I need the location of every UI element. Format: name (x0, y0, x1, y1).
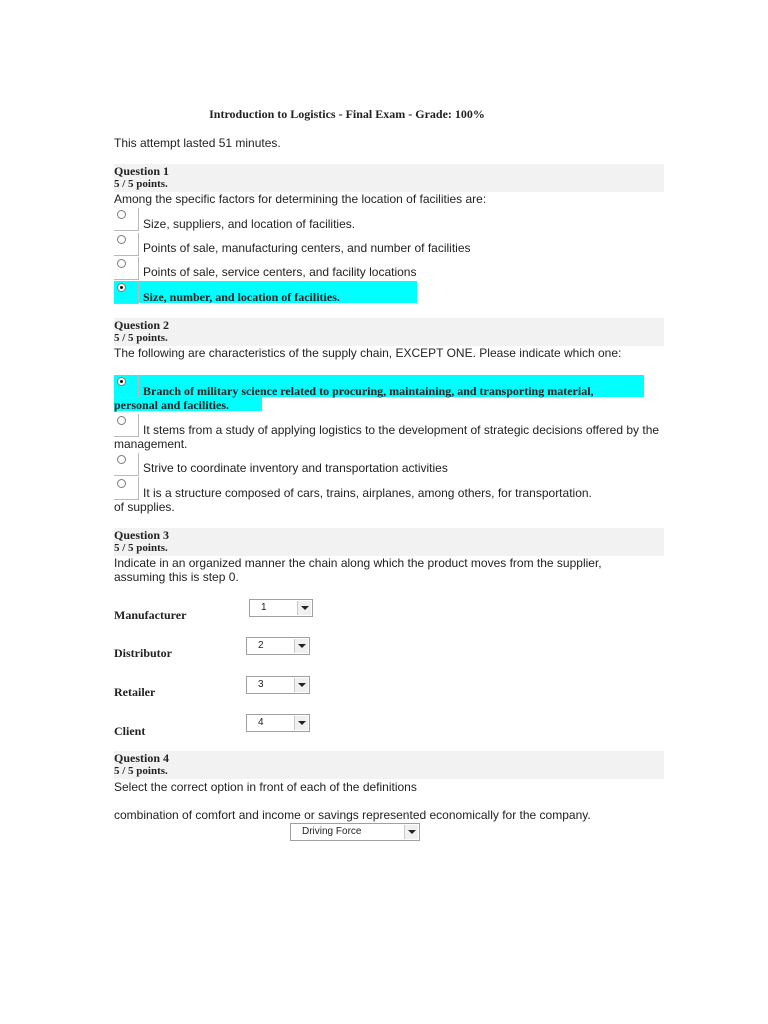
row-label-manufacturer: Manufacturer (114, 608, 187, 622)
question-1-header (114, 164, 664, 192)
question-2-title: Question 2 (114, 318, 170, 332)
question-3-header (114, 528, 664, 556)
row-label-distributor: Distributor (114, 646, 172, 660)
radio-button-icon[interactable] (117, 210, 126, 219)
q1-option-4-radio-box[interactable] (114, 281, 139, 304)
question-3-title: Question 3 (114, 528, 170, 542)
question-4-prompt: Select the correct option in front of each of the definitions (114, 780, 417, 794)
select-value: 1 (261, 602, 267, 613)
q2-option-3-label: Strive to coordinate inventory and transportation activities (143, 461, 448, 475)
chevron-down-icon[interactable] (404, 825, 418, 839)
definition-answer-select[interactable] (290, 823, 420, 841)
radio-button-icon[interactable] (117, 259, 126, 268)
question-2-points: 5 / 5 points. (114, 332, 168, 344)
question-3-prompt: Indicate in an organized manner the chain along which the product moves from the supplier, (114, 556, 602, 570)
q1-option-4-label: Size, number, and location of facilities. (143, 290, 340, 304)
attempt-duration: This attempt lasted 51 minutes. (114, 136, 281, 150)
client-select[interactable] (246, 714, 310, 732)
retailer-select[interactable] (246, 676, 310, 694)
chevron-down-icon[interactable] (294, 678, 308, 692)
q1-option-2-label: Points of sale, manufacturing centers, and number of facilities (143, 241, 471, 255)
manufacturer-select[interactable] (249, 599, 313, 617)
question-2-header (114, 318, 664, 346)
q2-option-2-label-cont: management. (114, 437, 188, 451)
q1-option-2-radio-box[interactable] (114, 233, 139, 256)
q1-option-3-label: Points of sale, service centers, and facility locations (143, 265, 417, 279)
question-2-prompt: The following are characteristics of the supply chain, EXCEPT ONE. Please indicate which one: (114, 346, 622, 360)
question-1-prompt: Among the specific factors for determining the location of facilities are: (114, 192, 487, 206)
radio-button-icon[interactable] (117, 235, 126, 244)
q2-option-2-label: It stems from a study of applying logistics to the development of strategic decisions offered by the (143, 423, 660, 437)
select-value: 4 (258, 717, 264, 728)
exam-title: Introduction to Logistics - Final Exam - Grade: 100% (209, 107, 485, 121)
q2-option-4-label: It is a structure composed of cars, trains, airplanes, among others, for transportation. (143, 486, 592, 500)
question-1-title: Question 1 (114, 164, 170, 178)
q1-option-1-label: Size, suppliers, and location of facilities. (143, 217, 356, 231)
radio-button-icon[interactable] (117, 416, 126, 425)
question-4-header (114, 751, 664, 779)
question-4-definition: combination of comfort and income or savings represented economically for the company. (114, 808, 591, 822)
q2-option-1-label-cont: personal and facilities. (114, 398, 230, 412)
select-value: 3 (258, 679, 264, 690)
distributor-select[interactable] (246, 637, 310, 655)
question-3-prompt-cont: assuming this is step 0. (114, 570, 239, 584)
radio-button-selected-icon[interactable] (117, 377, 126, 386)
q1-option-1-radio-box[interactable] (114, 208, 139, 231)
select-value: 2 (258, 640, 264, 651)
row-label-client: Client (114, 724, 146, 738)
radio-button-icon[interactable] (117, 455, 126, 464)
select-value: Driving Force (302, 826, 362, 837)
q2-option-4-label-cont: of supplies. (114, 500, 175, 514)
q2-option-3-radio-box[interactable] (114, 453, 139, 476)
chevron-down-icon[interactable] (294, 716, 308, 730)
chevron-down-icon[interactable] (297, 601, 311, 615)
q2-option-4-radio-box[interactable] (114, 477, 139, 500)
radio-button-selected-icon[interactable] (117, 283, 126, 292)
row-label-retailer: Retailer (114, 685, 156, 699)
q2-option-1-radio-box[interactable] (114, 375, 139, 398)
q1-option-3-radio-box[interactable] (114, 257, 139, 280)
question-4-title: Question 4 (114, 751, 170, 765)
q2-option-1-label: Branch of military science related to procuring, maintaining, and transporting material, (143, 384, 594, 398)
q2-option-2-radio-box[interactable] (114, 414, 139, 437)
question-3-points: 5 / 5 points. (114, 542, 168, 554)
radio-button-icon[interactable] (117, 479, 126, 488)
chevron-down-icon[interactable] (294, 639, 308, 653)
question-4-points: 5 / 5 points. (114, 765, 168, 777)
question-1-points: 5 / 5 points. (114, 178, 168, 190)
